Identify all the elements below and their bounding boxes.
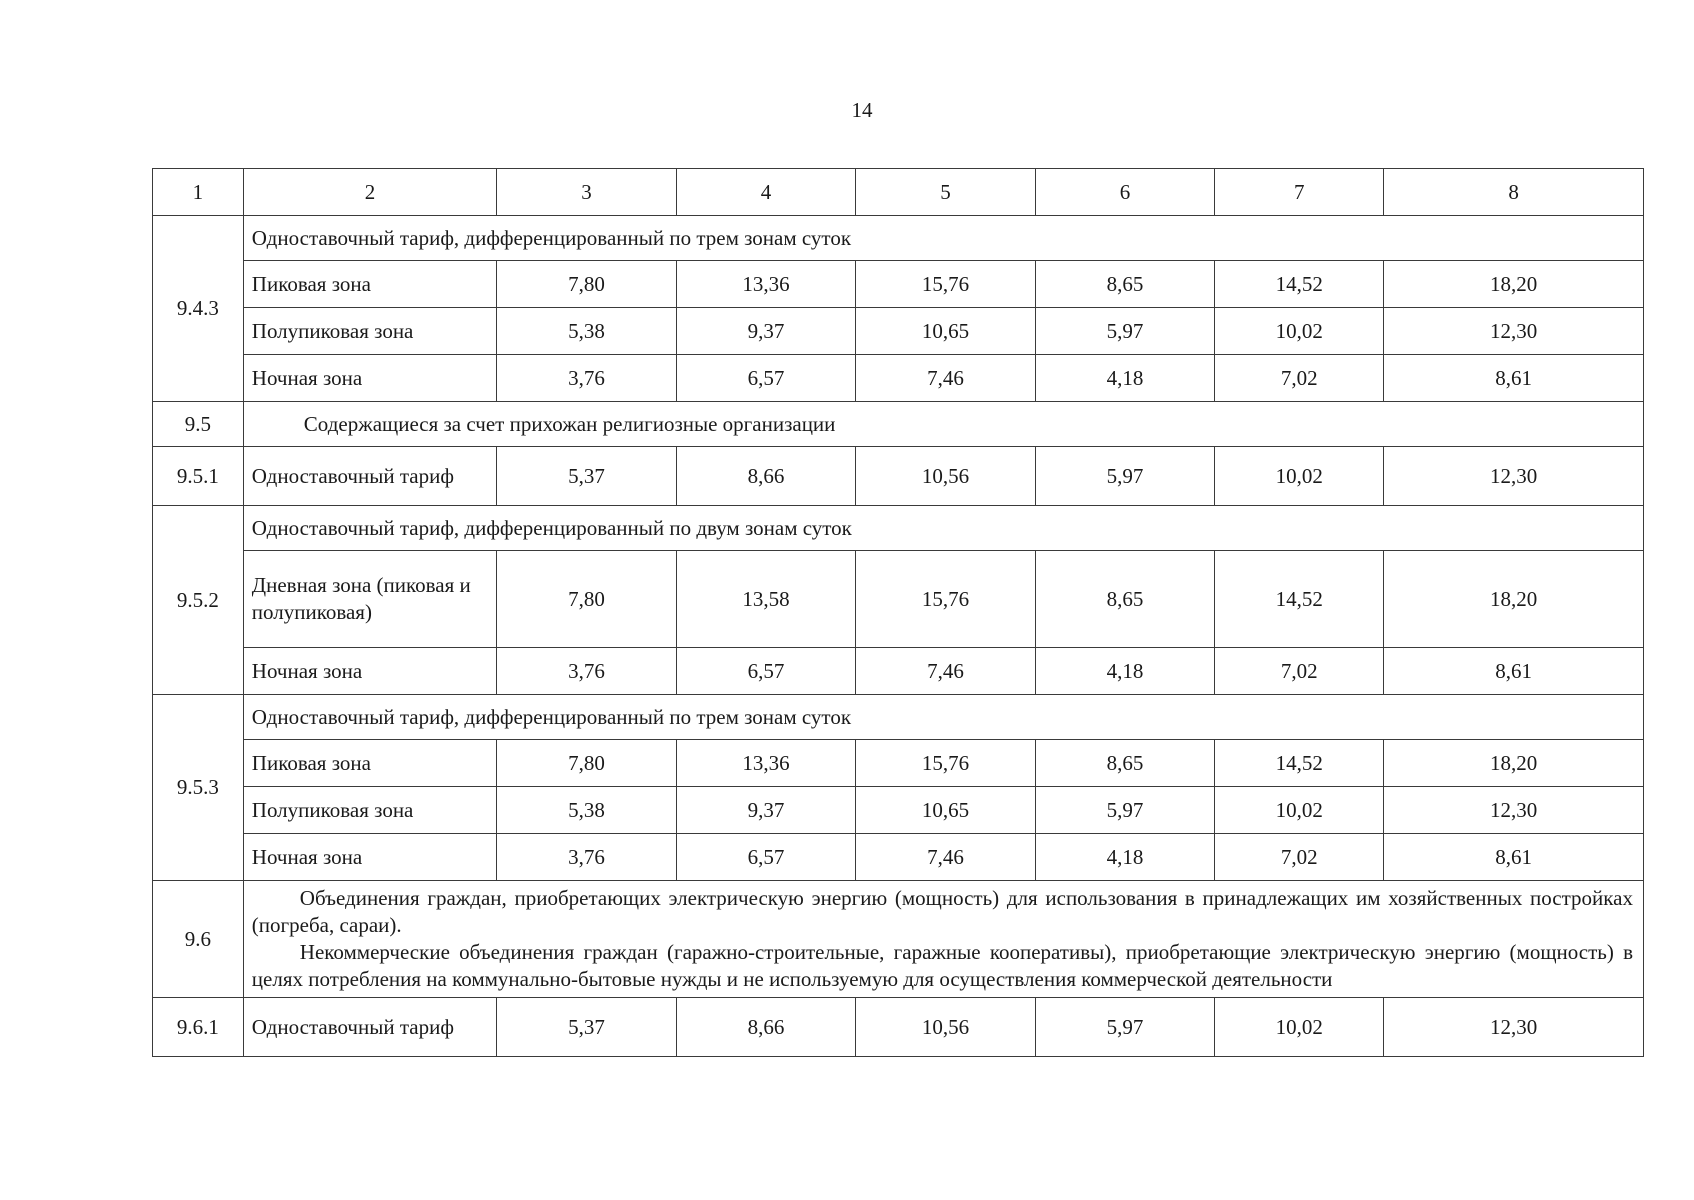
group-heading: Содержащиеся за счет прихожан религиозные организации — [243, 402, 1643, 447]
tariff-value: 7,80 — [497, 740, 677, 787]
tariff-table — [152, 168, 1644, 1057]
tariff-value: 8,66 — [676, 998, 856, 1057]
table-row — [153, 787, 1644, 834]
row-code: 9.6.1 — [153, 998, 244, 1057]
description-paragraph: Некоммерческие объединения граждан (гаражно-строительные, гаражные кооперативы), приобретающие электрическую энергию (мощность) в целях потребления на коммунально-бытовые нужды и не используемую для осуществления коммерческой деятельности — [251, 940, 1633, 991]
tariff-value: 8,65 — [1035, 551, 1215, 648]
table-row — [153, 216, 1644, 261]
table-row — [153, 551, 1644, 648]
table-row — [153, 695, 1644, 740]
column-header: 8 — [1384, 169, 1644, 216]
tariff-value: 9,37 — [676, 787, 856, 834]
zone-name: Полупиковая зона — [243, 308, 496, 355]
tariff-value: 7,02 — [1215, 648, 1384, 695]
tariff-value: 7,46 — [856, 648, 1036, 695]
tariff-value: 14,52 — [1215, 740, 1384, 787]
tariff-value: 15,76 — [856, 261, 1036, 308]
row-code: 9.6 — [153, 881, 244, 998]
zone-name: Дневная зона (пиковая и полупиковая) — [243, 551, 496, 648]
tariff-value: 5,97 — [1035, 787, 1215, 834]
table-row — [153, 506, 1644, 551]
header-row — [153, 169, 1644, 216]
row-code: 9.5 — [153, 402, 244, 447]
zone-name: Ночная зона — [243, 648, 496, 695]
tariff-value: 12,30 — [1384, 787, 1644, 834]
tariff-value: 10,65 — [856, 308, 1036, 355]
row-code: 9.5.2 — [153, 506, 244, 695]
tariff-value: 3,76 — [497, 834, 677, 881]
tariff-value: 10,02 — [1215, 998, 1384, 1057]
table-row — [153, 261, 1644, 308]
tariff-value: 10,02 — [1215, 308, 1384, 355]
tariff-value: 8,66 — [676, 447, 856, 506]
column-header: 1 — [153, 169, 244, 216]
table-row — [153, 881, 1644, 998]
tariff-value: 5,38 — [497, 308, 677, 355]
tariff-value: 7,80 — [497, 261, 677, 308]
zone-name: Пиковая зона — [243, 740, 496, 787]
table-row — [153, 648, 1644, 695]
tariff-value: 5,97 — [1035, 308, 1215, 355]
group-heading: Одноставочный тариф, дифференцированный по трем зонам суток — [243, 695, 1643, 740]
column-header: 2 — [243, 169, 496, 216]
tariff-value: 8,61 — [1384, 648, 1644, 695]
tariff-value: 7,46 — [856, 355, 1036, 402]
tariff-value: 9,37 — [676, 308, 856, 355]
tariff-value: 10,56 — [856, 447, 1036, 506]
tariff-value: 8,61 — [1384, 355, 1644, 402]
tariff-value: 5,38 — [497, 787, 677, 834]
table-row — [153, 834, 1644, 881]
tariff-value: 7,02 — [1215, 834, 1384, 881]
tariff-value: 12,30 — [1384, 447, 1644, 506]
tariff-value: 10,56 — [856, 998, 1036, 1057]
tariff-value: 6,57 — [676, 355, 856, 402]
tariff-name: Одноставочный тариф — [243, 447, 496, 506]
row-code: 9.5.3 — [153, 695, 244, 881]
tariff-name: Одноставочный тариф — [243, 998, 496, 1057]
zone-name: Пиковая зона — [243, 261, 496, 308]
tariff-value: 10,65 — [856, 787, 1036, 834]
tariff-value: 15,76 — [856, 551, 1036, 648]
tariff-value: 18,20 — [1384, 551, 1644, 648]
column-header: 5 — [856, 169, 1036, 216]
column-header: 3 — [497, 169, 677, 216]
table-row — [153, 402, 1644, 447]
tariff-value: 8,61 — [1384, 834, 1644, 881]
description-paragraph: Объединения граждан, приобретающих электрическую энергию (мощность) для использования в принадлежащих им хозяйственных постройках (погреба, сараи). — [251, 886, 1633, 937]
tariff-value: 5,37 — [497, 998, 677, 1057]
group-heading: Одноставочный тариф, дифференцированный по трем зонам суток — [243, 216, 1643, 261]
tariff-value: 18,20 — [1384, 261, 1644, 308]
row-code: 9.4.3 — [153, 216, 244, 402]
tariff-value: 7,46 — [856, 834, 1036, 881]
tariff-value: 6,57 — [676, 834, 856, 881]
tariff-value: 5,97 — [1035, 447, 1215, 506]
tariff-value: 10,02 — [1215, 447, 1384, 506]
tariff-value: 14,52 — [1215, 261, 1384, 308]
zone-name: Ночная зона — [243, 834, 496, 881]
tariff-value: 8,65 — [1035, 740, 1215, 787]
tariff-value: 12,30 — [1384, 998, 1644, 1057]
tariff-value: 5,37 — [497, 447, 677, 506]
tariff-value: 3,76 — [497, 355, 677, 402]
tariff-value: 8,65 — [1035, 261, 1215, 308]
tariff-value: 13,58 — [676, 551, 856, 648]
table-row — [153, 998, 1644, 1057]
tariff-value: 3,76 — [497, 648, 677, 695]
tariff-value: 13,36 — [676, 740, 856, 787]
tariff-value: 4,18 — [1035, 648, 1215, 695]
tariff-value: 12,30 — [1384, 308, 1644, 355]
zone-name: Ночная зона — [243, 355, 496, 402]
row-code: 9.5.1 — [153, 447, 244, 506]
tariff-value: 14,52 — [1215, 551, 1384, 648]
tariff-value: 7,02 — [1215, 355, 1384, 402]
column-header: 4 — [676, 169, 856, 216]
table-row — [153, 447, 1644, 506]
tariff-value: 4,18 — [1035, 355, 1215, 402]
zone-name: Полупиковая зона — [243, 787, 496, 834]
table-row — [153, 308, 1644, 355]
tariff-value: 18,20 — [1384, 740, 1644, 787]
table-row — [153, 355, 1644, 402]
tariff-value: 5,97 — [1035, 998, 1215, 1057]
tariff-value: 10,02 — [1215, 787, 1384, 834]
tariff-value: 6,57 — [676, 648, 856, 695]
tariff-value: 7,80 — [497, 551, 677, 648]
column-header: 6 — [1035, 169, 1215, 216]
table-row — [153, 740, 1644, 787]
tariff-value: 4,18 — [1035, 834, 1215, 881]
column-header: 7 — [1215, 169, 1384, 216]
group-description — [243, 881, 1643, 998]
tariff-value: 15,76 — [856, 740, 1036, 787]
page-number: 14 — [851, 98, 873, 122]
group-heading: Одноставочный тариф, дифференцированный по двум зонам суток — [243, 506, 1643, 551]
tariff-value: 13,36 — [676, 261, 856, 308]
